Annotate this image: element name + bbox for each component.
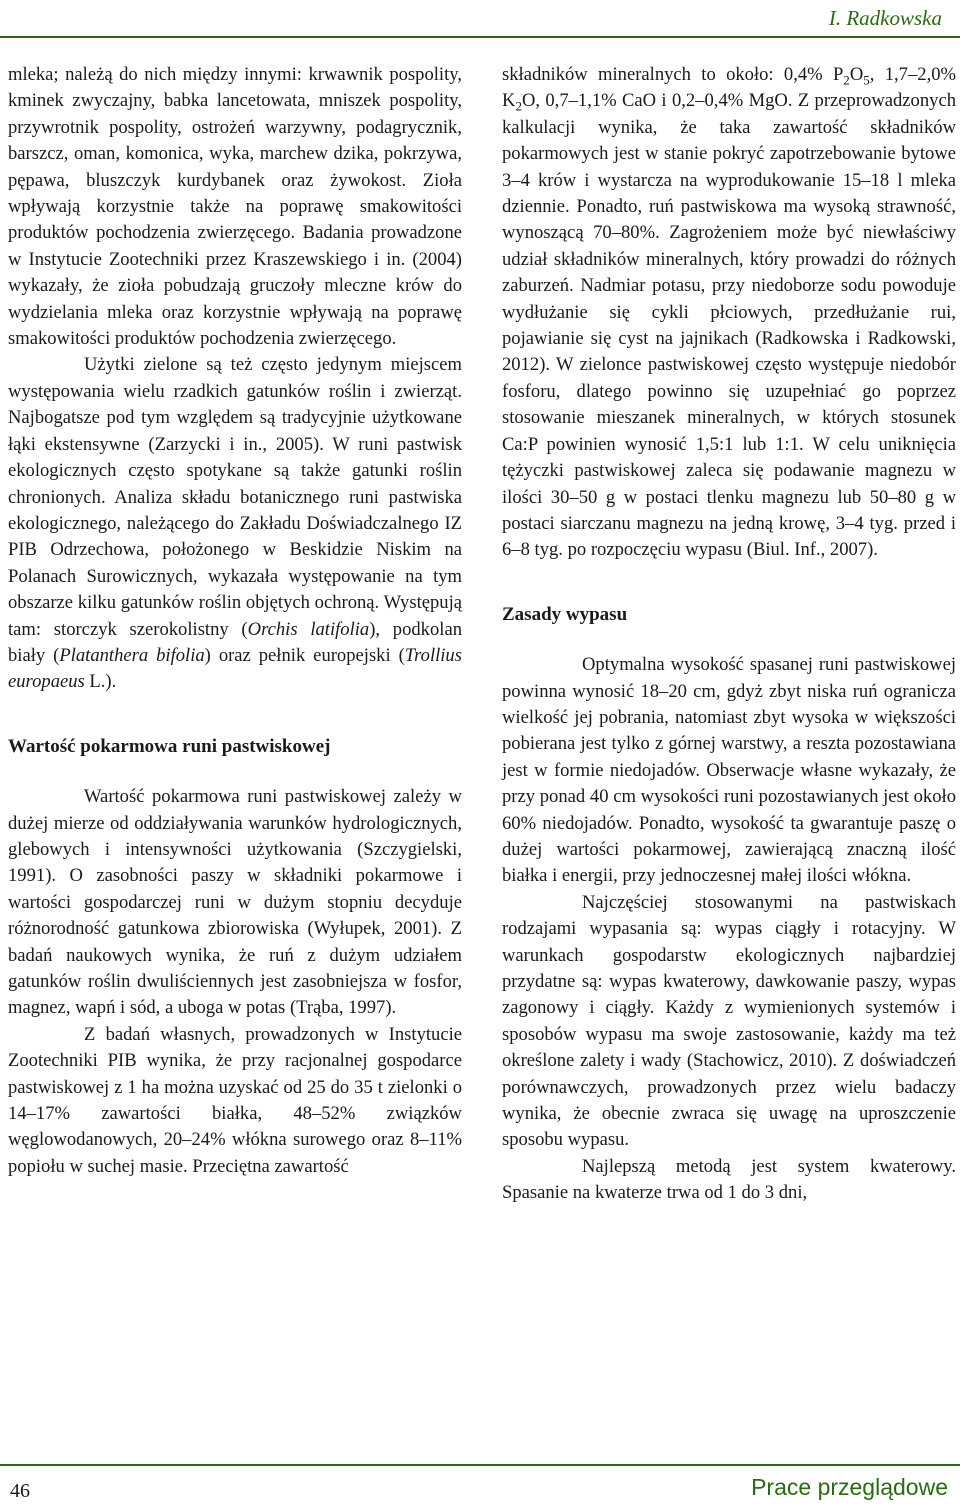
species-platanthera: Platanthera bifolia (59, 644, 205, 666)
left-paragraph-4: Z badań własnych, prowadzonych w Instytucie Zootechniki PIB wynika, że przy racjonalnej gospodarce pastwiskowej z 1 ha można uzyskać od 25 do 35 t zielonki o 14–17% zawartości białka, 48–52% związków węglowodanowych, 20–24% włókna surowego oraz 8–11% popiołu w suchej masie. Przeciętna zawartość (8, 1023, 462, 1177)
running-head-author: I. Radkowska (828, 6, 942, 30)
left-column (8, 62, 462, 1180)
right-paragraph-3: Najczęściej stosowanymi na pastwiskach rodzajami wypasania są: wypas ciągły i rotacyjny. W warunkach gospodarstw ekologicznych najbardziej przydatne są: wypas kwaterowy, dawkowanie paszy, wypas zagonowy i ciągły. Każdy z wymienionych systemów i sposobów wypasu ma swoje zastosowanie, każdy ma też określone zalety i wady (Stachowicz, 2010). Z doświadczeń porównawczych, prowadzonych przez wielu badaczy wynika, że obecnie zwraca się uwagę na uproszczenie sposobu wypasu. (502, 891, 956, 1151)
right-paragraph-1-text-b: O (849, 64, 864, 85)
left-paragraph-2-text-d: L.). (84, 671, 117, 693)
right-paragraph-1-text-d: O, 0,7–1,1% CaO i 0,2–0,4% MgO. Z przeprowadzonych kalkulacji wynika, że taka zawartość składników pokarmowych jest w stanie pokryć zapotrzebowanie bytowe 3–4 krów i wystarcza na wyprodukowanie 15–18 l mleka dziennie. Ponadto, ruń pastwiskowa ma wysoką strawność, wynoszącą 70–80%. Zagrożeniem może być niewłaściwy udział składników mineralnych, który prowadzi do różnych zaburzeń. Nadmiar potasu, przy niedoborze sodu powoduje wydłużanie się cykli płciowych, przedłużanie rui, pojawianie się cyst na jajnikach (Radkowska i Radkowski, 2012). W zielonce pastwiskowej często występuje niedobór fosforu, dlatego powinno się uzupełniać go poprzez stosowanie mieszanek mineralnych, w których stosunek Ca:P powinien wynosić 1,5:1 lub 1:1. W celu uniknięcia tężyczki pastwiskowej zaleca się podawanie magnezu w ilości 30–50 g w postaci tlenku magnezu lub 50–80 g w postaci siarczanu magnezu na jedną krowę, 3–4 tyg. przed i 6–8 tyg. po rozpoczęciu wypasu (Biul. Inf., 2007). (502, 90, 956, 561)
left-paragraph-2-text-a: Użytki zielone są też często jedynym miejscem występowania wielu rzadkich gatunków roślin i zwierząt. Najbogatsze pod tym względem są tradycyjnie użytkowane łąki ekstensywne (Zarzycki i in., 2005). W runi pastwisk ekologicznych często spotykane są także gatunki roślin chronionych. Analiza składu botanicznego runi pastwiska ekologicznego, należącego do Zakładu Doświadczalnego IZ PIB Odrzechowa, położonego w Beskidzie Niskim na Polanach Surowicznych, wykazała występowanie na tym obszarze kilku gatunków roślin objętych ochroną. Występują tam: storczyk szerokolistny ( (8, 354, 462, 640)
right-paragraph-4: Najlepszą metodą jest system kwaterowy. Spasanie na kwaterze trwa od 1 do 3 dni, (502, 1155, 956, 1204)
footer-divider (0, 1464, 960, 1466)
section-title-grazing-rules: Zasady wypasu (502, 603, 628, 625)
right-paragraph-1 (502, 62, 956, 564)
subscript: 2 (843, 72, 850, 88)
left-paragraph-2-text-c: ) oraz pełnik europejski ( (204, 644, 405, 666)
left-paragraph-2-text-b: ), podkolan biały ( (8, 618, 462, 666)
right-column (502, 62, 956, 1207)
right-paragraph-2: Optymalna wysokość spasanej runi pastwiskowej powinna wynosić 18–20 cm, gdyż zbyt niska ruń ogranicza wielkość jej pobrania, natomiast zbyt wysoka w większości pobierana jest tylko z górnej warstwy, a reszta pozostawiana jest w formie niedojadów. Obserwacje własne wykazały, że przy ponad 40 cm wysokości runi pozostawianych jest około 60% niedojadów. Ponadto, wysokość ta gwarantuje paszę o dużej wartości pokarmowej, zawierającą znaczną ilość białka i energii, przy jednoczesnej małej ilości włókna. (502, 654, 956, 887)
species-orchis: Orchis latifolia (247, 618, 370, 640)
section-title-nutritional-value: Wartość pokarmowa runi pastwiskowej (8, 735, 331, 757)
journal-section-label: Prace przeglądowe (751, 1474, 948, 1500)
species-trollius: Trollius europaeus (8, 644, 462, 693)
right-paragraph-1-text-c: , 1,7–2,0% K (502, 64, 956, 112)
right-paragraph-1-text-a: składników mineralnych to około: 0,4% P (502, 64, 844, 85)
subscript: 5 (863, 72, 870, 88)
left-paragraph-2 (8, 352, 462, 695)
left-paragraph-1: mleka; należą do nich między innymi: krwawnik pospolity, kminek zwyczajny, babka lancetowata, mniszek pospolity, przywrotnik pospolity, ostrożeń warzywny, podagrycznik, barszcz, oman, komonica, wyka, marchew dzika, pokrzywa, pępawa, bluszczyk kurdybanek oraz żywokost. Zioła wpływają korzystnie także na poprawę smakowitości produktów pochodzenia zwierzęcego. Badania prowadzone w Instytucie Zootechniki przez Kraszewskiego i in. (2004) wykazały, że zioła pobudzają gruczoły mleczne krów do wydzielania mleka oraz korzystnie wpływają na poprawę smakowitości produktów pochodzenia zwierzęcego. (8, 64, 462, 350)
header-divider (0, 36, 960, 38)
subscript: 2 (515, 99, 522, 115)
page-number: 46 (10, 1480, 30, 1502)
left-paragraph-3: Wartość pokarmowa runi pastwiskowej zależy w dużej mierze od oddziaływania warunków hydrologicznych, glebowych i intensywności użytkowania (Szczygielski, 1991). O zasobności paszy w składniki pokarmowe i wartości gospodarczej runi w dużym stopniu decyduje różnorodność gatunkowa zbiorowiska (Wyłupek, 2001). Z badań naukowych wynika, że ruń z dużym udziałem gatunków roślin dwuliściennych jest zasobniejsza w fosfor, magnez, wapń i sód, a uboga w potas (Trąba, 1997). (8, 786, 462, 1019)
